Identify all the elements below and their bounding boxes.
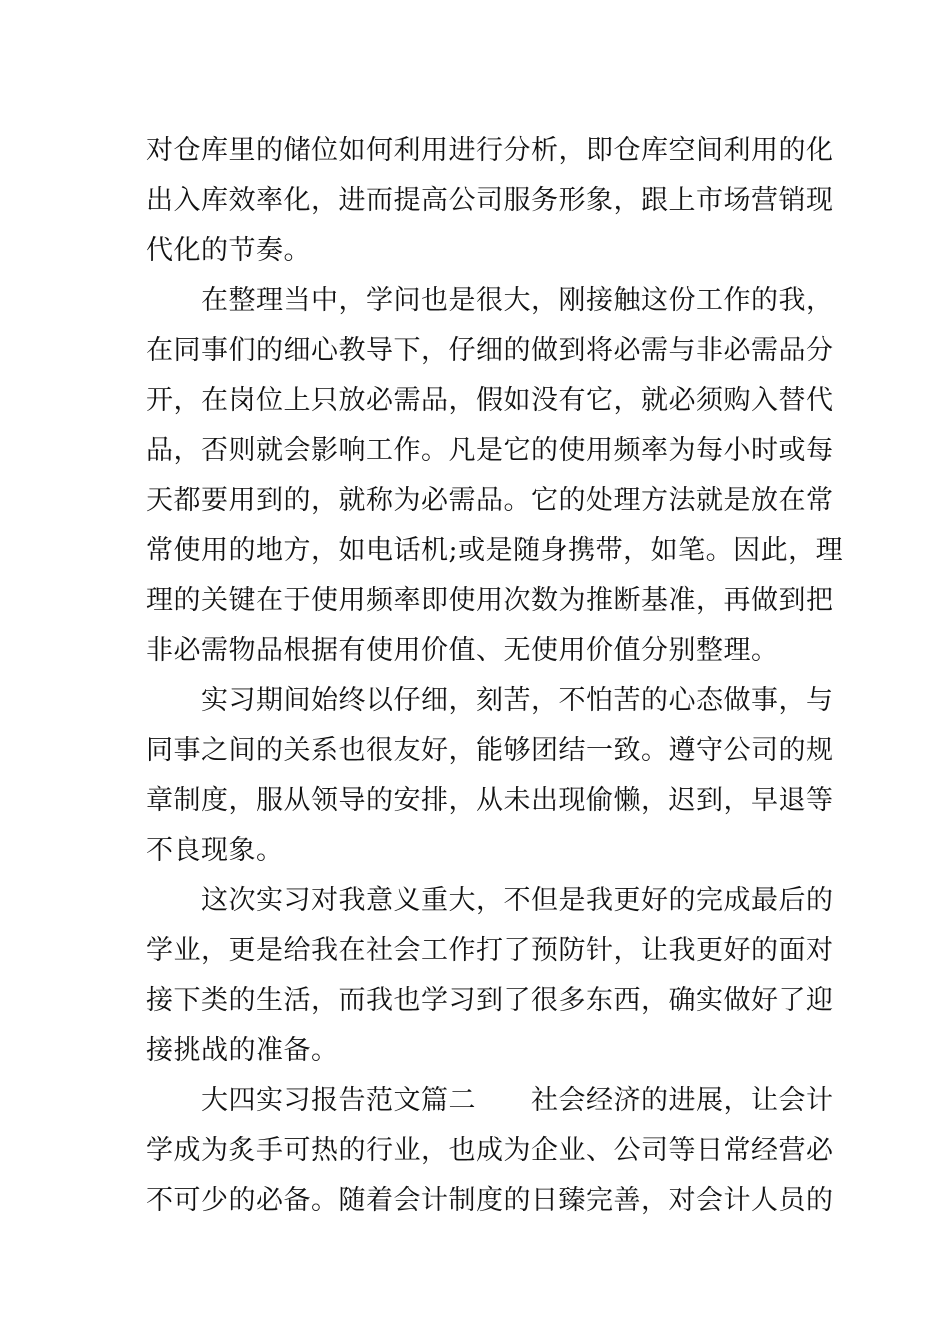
- text-line: 非必需物品根据有使用价值、无使用价值分别整理。: [146, 635, 779, 666]
- text-line: 在整理当中，学问也是很大，刚接触这份工作的我，: [201, 285, 834, 316]
- text-line: 同事之间的关系也很友好，能够团结一致。遵守公司的规: [146, 735, 834, 766]
- text-line: 接挑战的准备。: [146, 1035, 339, 1066]
- text-line: 不可少的必备。随着会计制度的日臻完善，对会计人员的: [146, 1185, 834, 1216]
- text-line: 接下类的生活，而我也学习到了很多东西，确实做好了迎: [146, 985, 834, 1016]
- text-line: 在同事们的细心教导下，仔细的做到将必需与非必需品分: [146, 335, 834, 366]
- text-line: 出入库效率化，进而提高公司服务形象，跟上市场营销现: [146, 185, 834, 216]
- body-text: [146, 126, 844, 1226]
- text-line: 开，在岗位上只放必需品，假如没有它，就必须购入替代: [146, 385, 834, 416]
- text-line: 常使用的地方，如电话机;或是随身携带，如笔。因此，理: [146, 535, 844, 566]
- text-line: 不良现象。: [146, 835, 284, 866]
- text-line: 代化的节奏。: [146, 235, 311, 266]
- text-line: 学业，更是给我在社会工作打了预防针，让我更好的面对: [146, 935, 834, 966]
- text-line: 这次实习对我意义重大，不但是我更好的完成最后的: [201, 885, 834, 916]
- text-line: 品，否则就会影响工作。凡是它的使用频率为每小时或每: [146, 435, 834, 466]
- text-line: 实习期间始终以仔细，刻苦，不怕苦的心态做事，与: [201, 685, 834, 716]
- text-line: 章制度，服从领导的安排，从未出现偷懒，迟到，早退等: [146, 785, 834, 816]
- text-line: 天都要用到的，就称为必需品。它的处理方法就是放在常: [146, 485, 834, 516]
- text-line: 理的关键在于使用频率即使用次数为推断基准，再做到把: [146, 585, 834, 616]
- text-line: 对仓库里的储位如何利用进行分析，即仓库空间利用的化: [146, 135, 834, 166]
- text-line: 学成为炙手可热的行业，也成为企业、公司等日常经营必: [146, 1135, 834, 1166]
- text-line: 大四实习报告范文篇二 社会经济的进展，让会计: [201, 1085, 834, 1116]
